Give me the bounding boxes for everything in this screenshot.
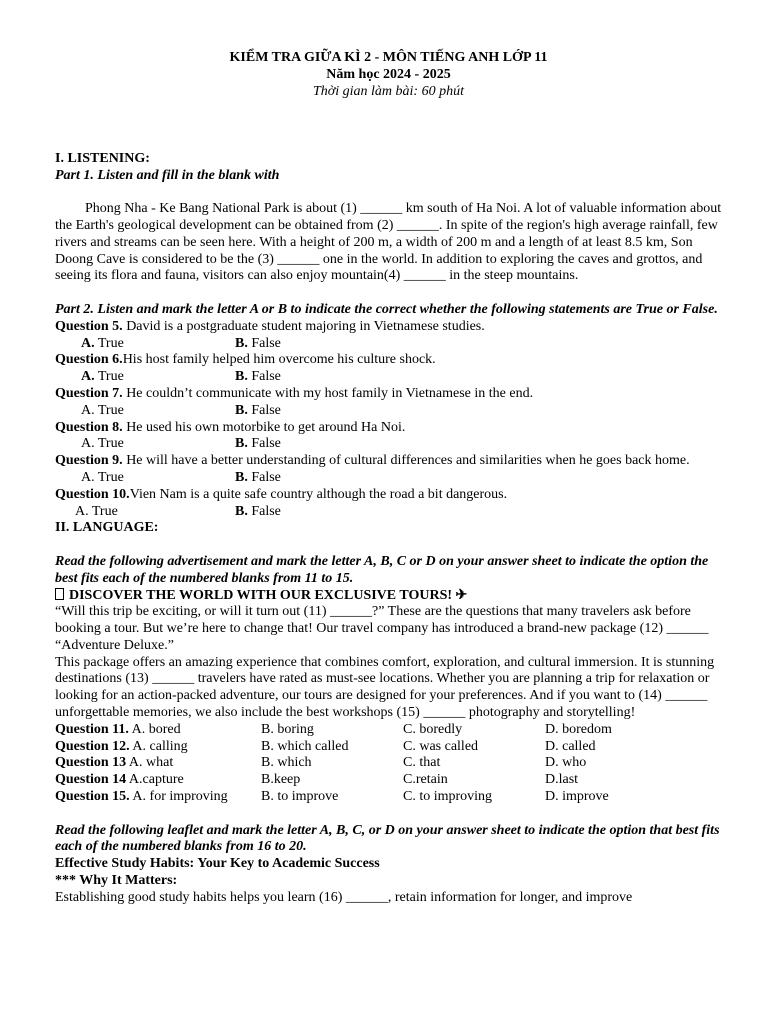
missing-glyph-icon bbox=[55, 588, 64, 600]
option-a-text: True bbox=[88, 503, 118, 519]
option-a-text: True bbox=[94, 402, 124, 418]
question-text: His host family helped him overcome his culture shock. bbox=[122, 352, 436, 368]
option-b-text: False bbox=[247, 503, 281, 519]
option-a[interactable] bbox=[55, 436, 235, 453]
school-year: Năm học 2024 - 2025 bbox=[326, 66, 451, 82]
question-number: Question 7. bbox=[55, 385, 123, 401]
option-a-letter: A. bbox=[81, 436, 95, 452]
true-false-questions bbox=[55, 319, 722, 521]
tf-options bbox=[55, 470, 722, 487]
tf-options bbox=[55, 403, 722, 420]
question-number: Question 10. bbox=[55, 486, 130, 502]
mc-question bbox=[55, 739, 722, 756]
tf-options bbox=[55, 336, 722, 353]
question-number: Question 14 bbox=[55, 772, 127, 788]
option-a[interactable] bbox=[55, 739, 261, 756]
question-text: Vien Nam is a quite safe country although the road a bit dangerous. bbox=[129, 486, 508, 502]
advert-paragraph-1: “Will this trip be exciting, or will it turn out (11) ______?” These are the questions that many travelers ask before booking a tour. But we’re here to change that! Our travel company has introduced a brand-new package (12) ______ “Adventure Deluxe.” bbox=[55, 604, 709, 653]
option-b[interactable]: B.keep bbox=[261, 772, 301, 788]
mc-question bbox=[55, 789, 722, 806]
option-c[interactable]: C.retain bbox=[403, 772, 448, 788]
option-b-letter: B. bbox=[235, 503, 248, 519]
option-a-text: A. for improving bbox=[129, 789, 228, 805]
option-a-letter: A. bbox=[81, 335, 95, 351]
option-d[interactable]: D. boredom bbox=[545, 721, 612, 737]
option-b[interactable] bbox=[235, 336, 281, 353]
option-b[interactable]: B. boring bbox=[261, 721, 314, 737]
mc-question bbox=[55, 722, 722, 739]
option-a-text: True bbox=[94, 335, 124, 351]
advert-title bbox=[55, 588, 722, 605]
option-a-text: A. bored bbox=[128, 721, 181, 737]
question-number: Question 5. bbox=[55, 318, 123, 334]
option-b-letter: B. bbox=[235, 369, 248, 385]
question-text: He couldn’t communicate with my host family in Vietnamese in the end. bbox=[122, 385, 534, 401]
tf-options bbox=[55, 436, 722, 453]
option-c[interactable]: C. that bbox=[403, 755, 441, 771]
option-b[interactable]: B. which called bbox=[261, 738, 349, 754]
question-text: David is a postgraduate student majoring in Vietnamese studies. bbox=[122, 318, 485, 334]
tf-options bbox=[55, 504, 722, 521]
tf-question bbox=[55, 420, 722, 437]
advert-instructions: Read the following advertisement and mark the letter A, B, C or D on your answer sheet to indicate the option the best fits each of the numbered blanks from 11 to 15. bbox=[55, 553, 709, 586]
question-number: Question 6. bbox=[55, 352, 123, 368]
question-number: Question 13 bbox=[55, 755, 127, 771]
option-b[interactable]: B. which bbox=[261, 755, 312, 771]
question-number: Question 11. bbox=[55, 721, 129, 737]
section-listening-heading: I. LISTENING: bbox=[55, 150, 150, 166]
option-b-text: False bbox=[247, 469, 281, 485]
option-b[interactable]: B. to improve bbox=[261, 789, 339, 805]
option-c[interactable]: C. boredly bbox=[403, 721, 463, 737]
option-b[interactable] bbox=[235, 504, 281, 521]
option-b-letter: B. bbox=[235, 335, 248, 351]
question-number: Question 8. bbox=[55, 419, 123, 435]
part1-passage: Phong Nha - Ke Bang National Park is about (1) ______ km south of Ha Noi. A lot of valuable information about the Earth's geological development can be obtained from (2) ______. In spite of the region's high average rainfall, few rivers and streams can be seen here. With a height of 200 m, a width of 200 m and a length of at least 8.5 km, Son Doong Cave is considered to be the (3) ______ one in the world. In addition to exploring the caves and grottos, and seeing its flora and fauna, visitors can also enjoy mountain(4) ______ in the steep mountains. bbox=[55, 201, 722, 284]
option-b-letter: B. bbox=[235, 402, 248, 418]
option-a[interactable] bbox=[55, 755, 261, 772]
option-b[interactable] bbox=[235, 403, 281, 420]
option-a-text: True bbox=[94, 469, 124, 485]
option-d[interactable]: D. improve bbox=[545, 789, 609, 805]
part1-title: Part 1. Listen and fill in the blank with bbox=[55, 167, 280, 183]
option-d[interactable]: D.last bbox=[545, 772, 579, 788]
option-a-letter: A. bbox=[75, 503, 89, 519]
option-b[interactable] bbox=[235, 369, 281, 386]
exam-header bbox=[55, 50, 722, 100]
advert-paragraph-2: This package offers an amazing experience that combines comfort, exploration, and cultural immersion. It is stunning destinations (13) ______ travelers have rated as must-see locations. Whether you are planning a trip for relaxation or looking for an action-packed adventure, our tours are designed for your preferences. And if you want to (14) ______ unforgettable memories, we also include the best workshops (15) ______ photography and storytelling! bbox=[55, 654, 715, 721]
option-b-text: False bbox=[247, 369, 281, 385]
option-a-text: A.capture bbox=[126, 772, 184, 788]
section-language-heading: II. LANGUAGE: bbox=[55, 520, 159, 536]
option-a-letter: A. bbox=[81, 469, 95, 485]
option-d[interactable]: D. who bbox=[545, 755, 587, 771]
tf-question bbox=[55, 487, 722, 504]
option-a[interactable] bbox=[55, 504, 235, 521]
option-b[interactable] bbox=[235, 436, 281, 453]
option-b-text: False bbox=[247, 402, 281, 418]
leaflet-title: Effective Study Habits: Your Key to Academic Success bbox=[55, 856, 380, 872]
option-a[interactable] bbox=[55, 722, 261, 739]
option-a[interactable] bbox=[55, 470, 235, 487]
option-a-text: True bbox=[94, 369, 124, 385]
option-a[interactable] bbox=[55, 369, 235, 386]
option-b-letter: B. bbox=[235, 469, 248, 485]
tf-question bbox=[55, 386, 722, 403]
option-c[interactable]: C. to improving bbox=[403, 789, 493, 805]
tf-question bbox=[55, 352, 722, 369]
mc-question bbox=[55, 755, 722, 772]
question-text: He used his own motorbike to get around Ha Noi. bbox=[122, 419, 406, 435]
option-c[interactable]: C. was called bbox=[403, 738, 479, 754]
option-a[interactable] bbox=[55, 789, 261, 806]
advert-title-text: DISCOVER THE WORLD WITH OUR EXCLUSIVE TOURS! ✈ bbox=[69, 587, 468, 603]
question-number: Question 15. bbox=[55, 789, 130, 805]
tf-question bbox=[55, 319, 722, 336]
option-b-text: False bbox=[247, 335, 281, 351]
option-a-letter: A. bbox=[81, 402, 95, 418]
option-a-text: A. what bbox=[126, 755, 174, 771]
exam-duration: Thời gian làm bài: 60 phút bbox=[313, 83, 464, 99]
option-b[interactable] bbox=[235, 470, 281, 487]
part2-title: Part 2. Listen and mark the letter A or B to indicate the correct whether the following statements are True or False. bbox=[55, 301, 718, 317]
tf-question bbox=[55, 453, 722, 470]
leaflet-paragraph-1: Establishing good study habits helps you learn (16) ______, retain information for longer, and improve bbox=[55, 889, 633, 905]
option-a[interactable] bbox=[55, 336, 235, 353]
option-d[interactable]: D. called bbox=[545, 738, 596, 754]
exam-title: KIỂM TRA GIỮA KÌ 2 - MÔN TIẾNG ANH LỚP 11 bbox=[229, 50, 548, 65]
option-a-letter: A. bbox=[81, 369, 95, 385]
multiple-choice-questions bbox=[55, 722, 722, 806]
option-a-text: A. calling bbox=[129, 738, 188, 754]
mc-question bbox=[55, 772, 722, 789]
tf-options bbox=[55, 369, 722, 386]
option-a[interactable] bbox=[55, 772, 261, 789]
leaflet-subheading: *** Why It Matters: bbox=[55, 873, 178, 889]
question-text: He will have a better understanding of cultural differences and similarities when he goes back home. bbox=[122, 453, 690, 469]
option-a[interactable] bbox=[55, 403, 235, 420]
leaflet-instructions: Read the following leaflet and mark the letter A, B, C, or D on your answer sheet to indicate the option that best fits each of the numbered blanks from 16 to 20. bbox=[55, 822, 720, 855]
option-a-text: True bbox=[94, 436, 124, 452]
option-b-letter: B. bbox=[235, 436, 248, 452]
question-number: Question 12. bbox=[55, 738, 130, 754]
question-number: Question 9. bbox=[55, 453, 123, 469]
option-b-text: False bbox=[247, 436, 281, 452]
